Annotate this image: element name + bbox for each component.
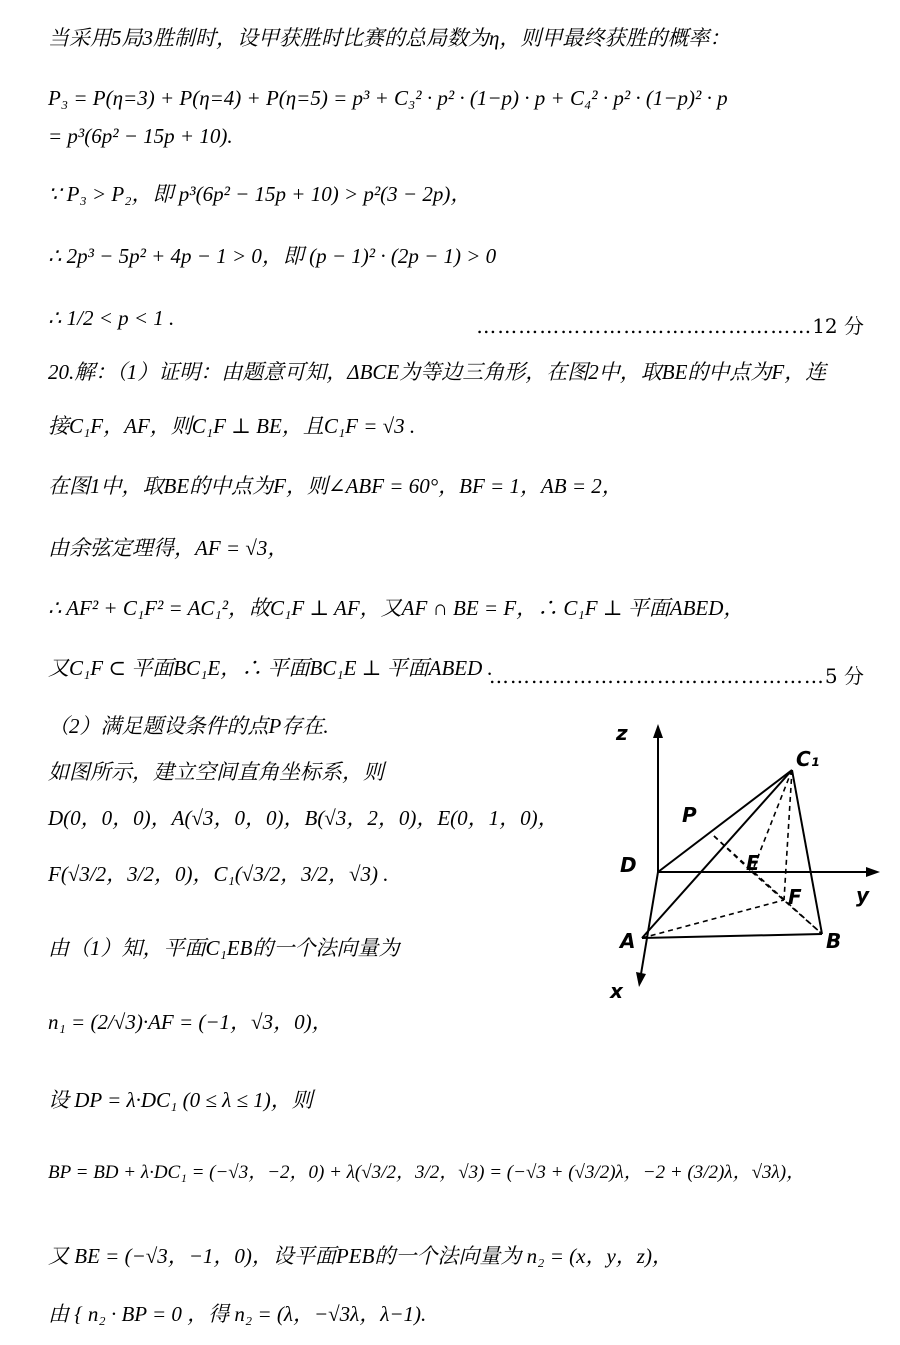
formula-p3: P₃ = P(η=3) + P(η=4) + P(η=5) = p³ + C₃² · p² · (1−p) · p + C₄² · p² · (1−p)² · p [48, 86, 728, 110]
y-axis-arrow [866, 867, 880, 877]
coords-f-c1: F(√3/2，3/2，0)，C₁(√3/2，3/2，√3) . [48, 862, 389, 886]
text-line-perp: ∴ AF² + C₁F² = AC₁²，故C₁F ⊥ AF，又AF ∩ BE = F，∴ C₁F ⊥ 平面ABED， [48, 596, 745, 620]
label-z: z [616, 722, 628, 745]
edge-a-f [642, 900, 784, 938]
coords-d-a-b-e: D(0，0，0)，A(√3，0，0)，B(√3，2，0)，E(0，1，0)， [48, 806, 559, 830]
label-c1: C₁ [796, 747, 820, 771]
label-e: E [746, 851, 760, 875]
score-dots: ………………………………………… [488, 664, 825, 688]
formula-cubic: ∴ 2p³ − 5p² + 4p − 1 > 0，即 (p − 1)² · (2p − 1) > 0 [48, 244, 497, 268]
formula-p3-result: = p³(6p² − 15p + 10). [48, 124, 233, 148]
label-b: B [826, 929, 842, 953]
label-d: D [620, 853, 637, 877]
text-line-plane: 又C₁F ⊂ 平面BC₁E，∴ 平面BC₁E ⊥ 平面ABED . [48, 656, 493, 680]
label-x: x [610, 979, 623, 1000]
part-2-heading: （2）满足题设条件的点P存在. [48, 714, 329, 738]
label-y: y [856, 883, 870, 907]
edge-a-b [642, 934, 822, 938]
problem-20-heading: 20.解：（1）证明：由题意可知，ΔBCE为等边三角形，在图2中，取BE的中点为F，连 [48, 360, 827, 384]
z-axis-arrow [653, 724, 663, 738]
x-axis [640, 872, 658, 980]
vector-n1: n₁ = (2/√3)·AF = (−1，√3，0)， [48, 1010, 333, 1034]
score-label: 12 分 [812, 314, 864, 338]
text-line-c1f: 接C₁F，AF，则C₁F ⊥ BE，且C₁F = √3 . [48, 414, 416, 438]
x-axis-arrow [636, 972, 646, 987]
label-f: F [788, 885, 802, 909]
vector-bp: BP = BD + λ·DC₁ = (−√3，−2，0) + λ(√3/2，3/2，√3) = (−√3 + (√3/2)λ，−2 + (3/2)λ，√3λ)， [48, 1162, 806, 1183]
vector-dp: 设 DP = λ·DC₁ (0 ≤ λ ≤ 1)，则 [48, 1088, 313, 1112]
text-line-normal: 由（1）知，平面C₁EB的一个法向量为 [48, 936, 400, 960]
formula-inequality: ∵ P₃ > P₂，即 p³(6p² − 15p + 10) > p²(3 − 2p)， [48, 182, 472, 206]
text-line-cosine: 由余弦定理得，AF = √3， [48, 536, 289, 560]
score-12 [476, 310, 864, 339]
text-line-fig1: 在图1中，取BE的中点为F，则∠ABF = 60°，BF = 1，AB = 2， [48, 474, 623, 498]
geometry-figure [606, 722, 882, 1000]
formula-p-range: ∴ 1/2 < p < 1 . [48, 306, 175, 330]
text-line-coords: 如图所示，建立空间直角坐标系，则 [48, 760, 384, 784]
label-a: A [620, 929, 636, 953]
score-dots: ………………………………………… [476, 314, 813, 338]
edge-c1-b [792, 770, 822, 934]
score-label: 5 分 [824, 664, 864, 688]
edge-a-c1 [642, 770, 792, 938]
score-5 [489, 660, 864, 689]
label-p: P [682, 803, 697, 827]
text-line-1: 当采用5局3胜制时，设甲获胜时比赛的总局数为η，则甲最终获胜的概率： [48, 26, 731, 50]
vector-n2: 由 { n₂ · BP = 0 ，得 n₂ = (λ，−√3λ，λ−1). [48, 1302, 427, 1326]
vector-be: 又 BE = (−√3，−1，0)，设平面PEB的一个法向量为 n₂ = (x，y，z)， [48, 1244, 673, 1268]
